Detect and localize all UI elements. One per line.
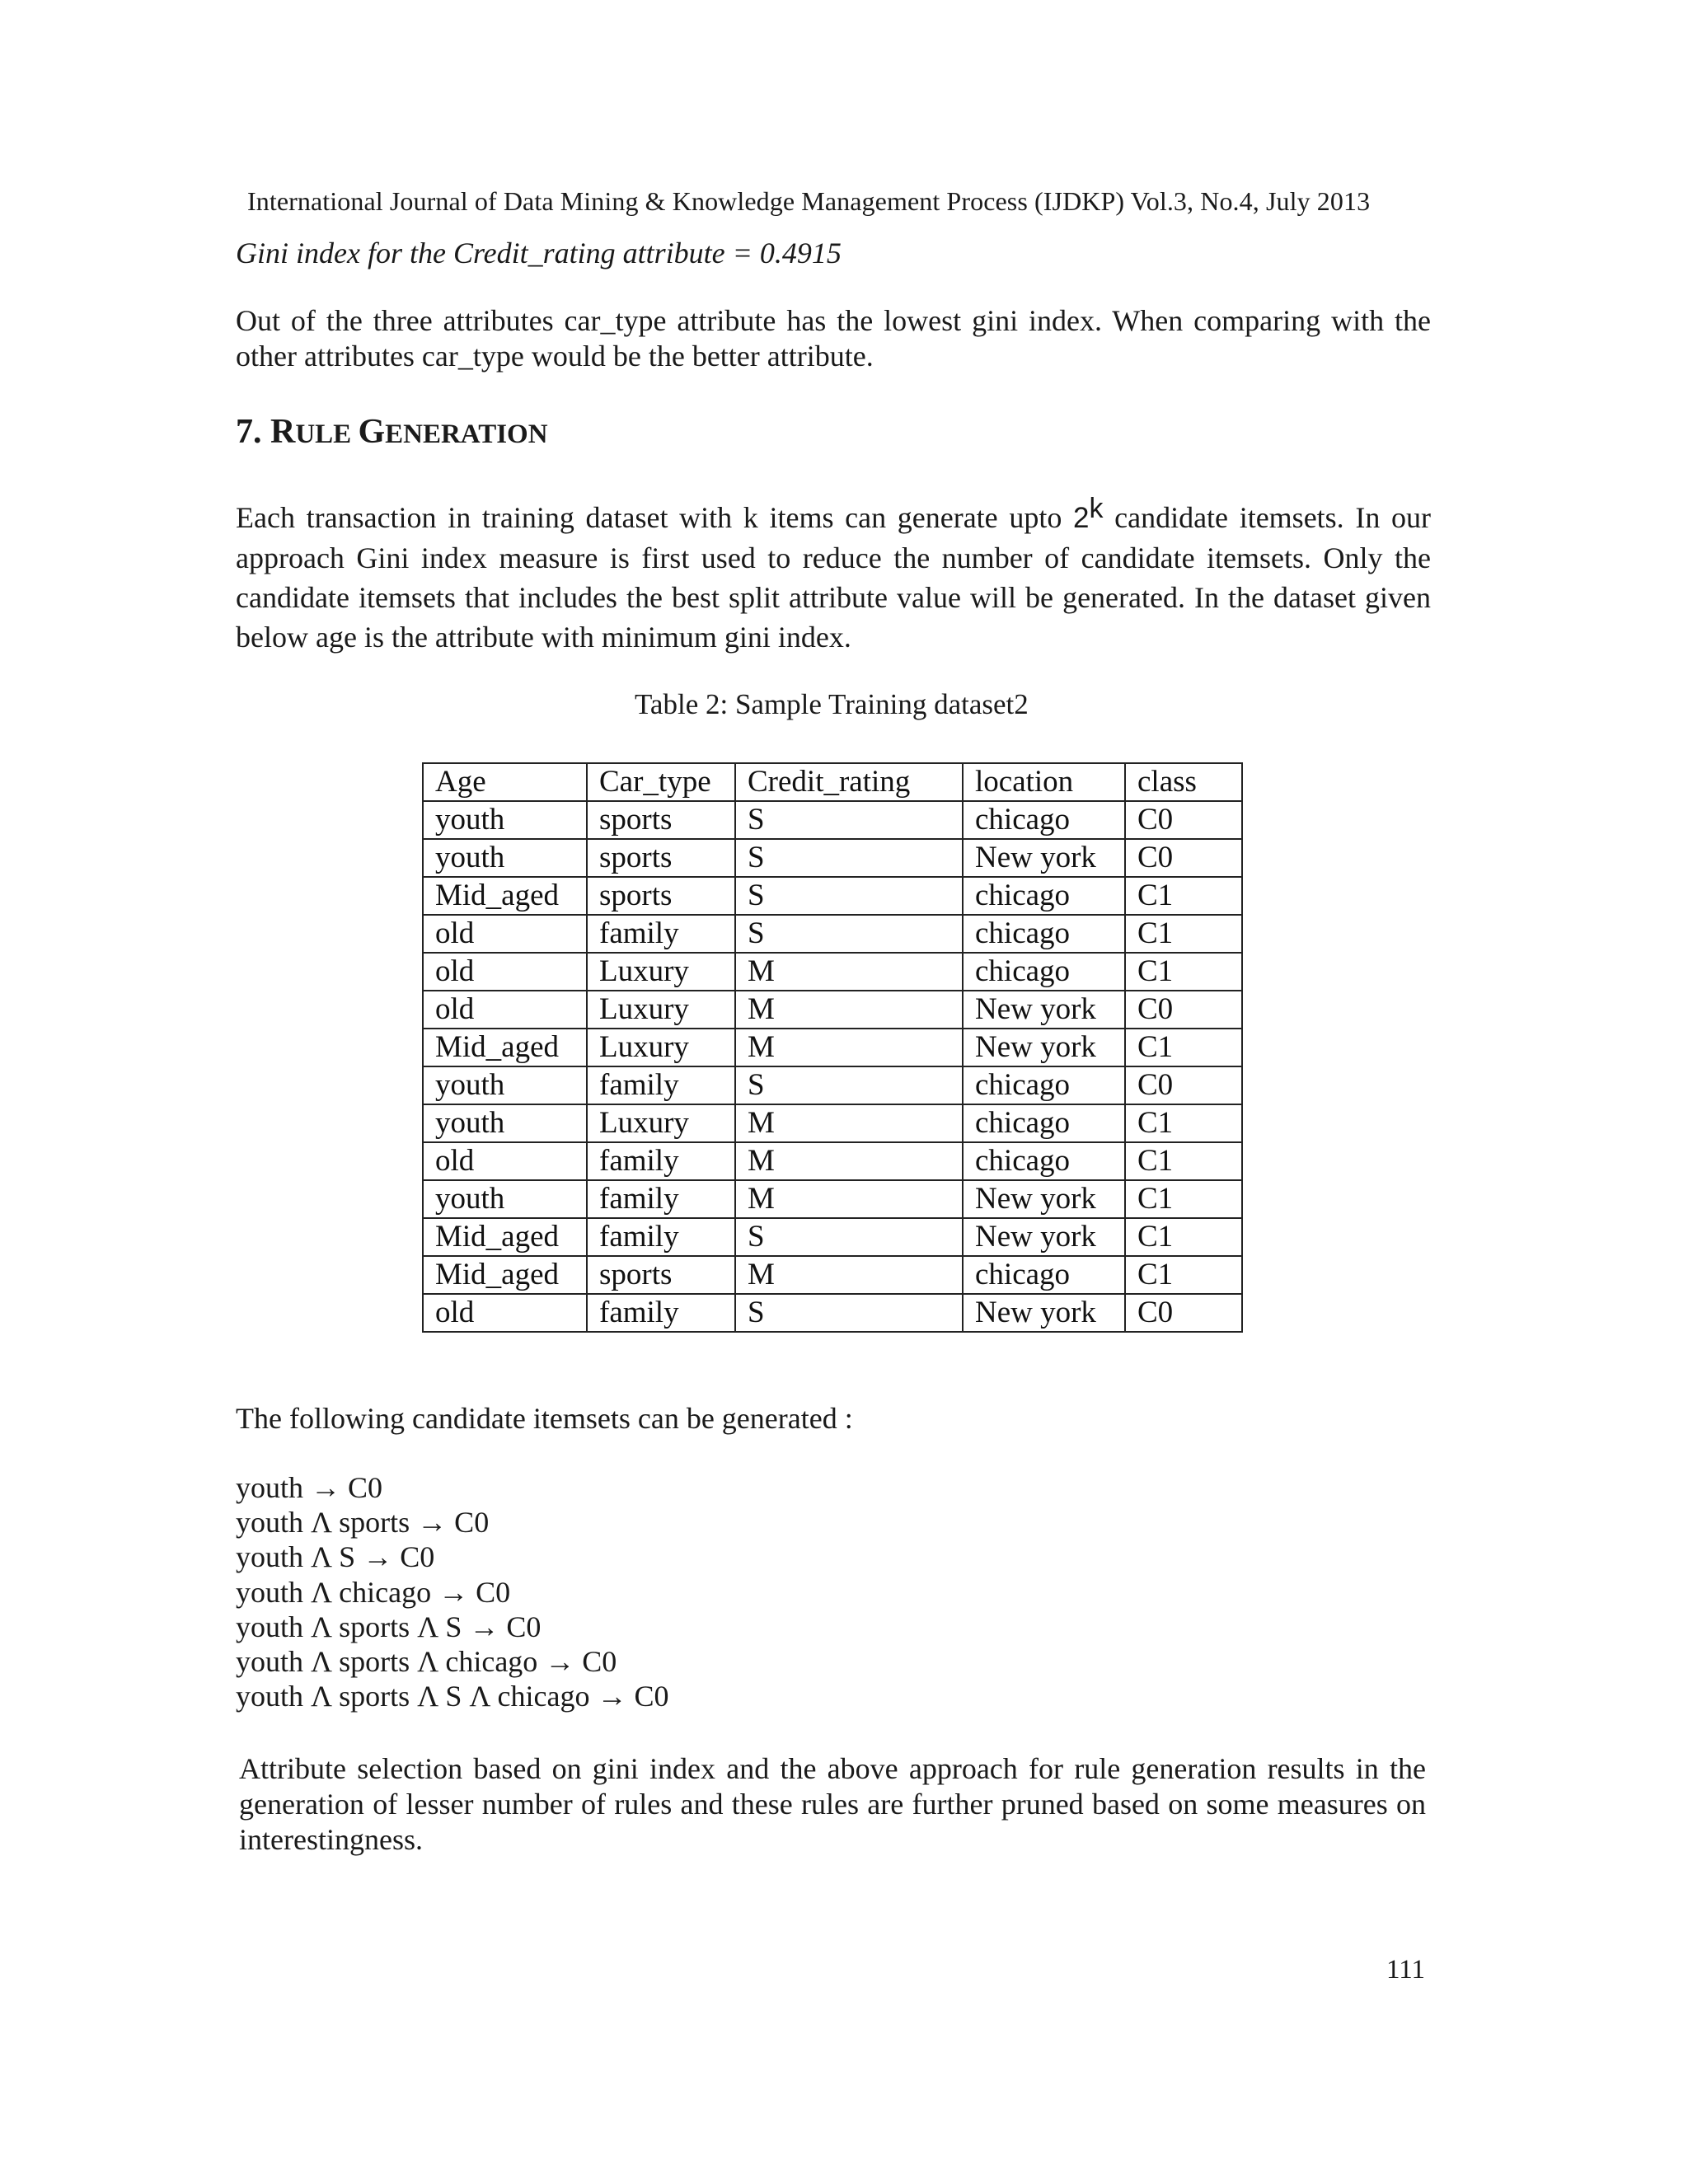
- cell-credit-rating: S: [735, 915, 963, 953]
- cell-location: chicago: [963, 1256, 1125, 1294]
- paragraph-rule-generation-before: Each transaction in training dataset with k items can generate upto: [236, 501, 1073, 534]
- cell-credit-rating: M: [735, 1180, 963, 1218]
- cell-age: old: [423, 1294, 587, 1332]
- paragraph-conclusion: Attribute selection based on gini index and the above approach for rule generation results in the generation of lesser number of rules and these rules are further pruned based on some measures on interestingness.: [239, 1752, 1426, 1856]
- cell-class: C1: [1125, 1029, 1242, 1066]
- cell-location: New york: [963, 839, 1125, 877]
- table-row: [423, 1029, 1242, 1066]
- cell-class: C0: [1125, 839, 1242, 877]
- table-row: [423, 1218, 1242, 1256]
- cell-credit-rating: M: [735, 1029, 963, 1066]
- cell-location: New york: [963, 991, 1125, 1029]
- cell-location: chicago: [963, 877, 1125, 915]
- cell-credit-rating: S: [735, 839, 963, 877]
- section-number: 7.: [236, 413, 262, 451]
- power-base: 2: [1072, 502, 1090, 534]
- cell-car-type: family: [587, 1294, 735, 1332]
- training-dataset-table: [422, 762, 1243, 1333]
- cell-class: C0: [1125, 801, 1242, 839]
- section-title-initial-g: G: [358, 413, 386, 451]
- cell-age: youth: [423, 839, 587, 877]
- cell-location: chicago: [963, 801, 1125, 839]
- cell-credit-rating: S: [735, 877, 963, 915]
- cell-age: Mid_aged: [423, 877, 587, 915]
- table-row: [423, 1142, 1242, 1180]
- cell-age: youth: [423, 1180, 587, 1218]
- gini-index-line: Gini index for the Credit_rating attribute = 0.4915: [236, 237, 842, 269]
- cell-class: C1: [1125, 1142, 1242, 1180]
- cell-age: youth: [423, 801, 587, 839]
- table-row: [423, 991, 1242, 1029]
- cell-class: C1: [1125, 915, 1242, 953]
- cell-age: old: [423, 915, 587, 953]
- cell-location: chicago: [963, 915, 1125, 953]
- cell-car-type: family: [587, 1142, 735, 1180]
- cell-age: Mid_aged: [423, 1029, 587, 1066]
- header-location: location: [963, 763, 1125, 801]
- list-item: youth Λ S → C0: [236, 1540, 435, 1574]
- cell-location: chicago: [963, 1104, 1125, 1142]
- table-row: [423, 877, 1242, 915]
- cell-location: chicago: [963, 1066, 1125, 1104]
- cell-credit-rating: S: [735, 801, 963, 839]
- table-row: [423, 801, 1242, 839]
- list-item: youth Λ sports Λ S → C0: [236, 1610, 542, 1643]
- table-row: [423, 839, 1242, 877]
- cell-car-type: family: [587, 1180, 735, 1218]
- header-credit-rating: Credit_rating: [735, 763, 963, 801]
- cell-location: New york: [963, 1180, 1125, 1218]
- table-caption: Table 2: Sample Training dataset2: [635, 688, 1029, 720]
- cell-location: New york: [963, 1029, 1125, 1066]
- table-row: [423, 1180, 1242, 1218]
- cell-age: Mid_aged: [423, 1256, 587, 1294]
- cell-car-type: Luxury: [587, 953, 735, 991]
- journal-header: International Journal of Data Mining & Knowledge Management Process (IJDKP) Vol.3, No.4, July 2013: [247, 186, 1371, 216]
- cell-class: C1: [1125, 953, 1242, 991]
- section-title-ule: ULE: [295, 419, 359, 449]
- cell-age: youth: [423, 1104, 587, 1142]
- cell-credit-rating: M: [735, 953, 963, 991]
- list-item: youth Λ sports Λ S Λ chicago → C0: [236, 1680, 669, 1713]
- table-row: [423, 915, 1242, 953]
- cell-class: C0: [1125, 991, 1242, 1029]
- cell-credit-rating: M: [735, 991, 963, 1029]
- cell-credit-rating: M: [735, 1104, 963, 1142]
- cell-car-type: family: [587, 1218, 735, 1256]
- cell-class: C1: [1125, 1104, 1242, 1142]
- paragraph-rule-generation: [236, 493, 1431, 657]
- cell-credit-rating: S: [735, 1066, 963, 1104]
- cell-car-type: sports: [587, 801, 735, 839]
- list-item: youth Λ sports → C0: [236, 1506, 490, 1540]
- header-car-type: Car_type: [587, 763, 735, 801]
- cell-class: C1: [1125, 1180, 1242, 1218]
- cell-location: chicago: [963, 1142, 1125, 1180]
- cell-class: C1: [1125, 877, 1242, 915]
- list-item: youth → C0: [236, 1471, 383, 1504]
- cell-age: youth: [423, 1066, 587, 1104]
- paragraph-rule-generation-after: candidate itemsets. In our approach Gini index measure is first used to reduce the number of candidate itemsets. Only the candidate itemsets that includes the best split attribute value will be generated. In the dataset given below age is the attribute with minimum gini index.: [236, 501, 1431, 654]
- section-title-initial-r: R: [270, 413, 296, 451]
- list-item: youth Λ chicago → C0: [236, 1575, 511, 1609]
- paragraph-attribute-comparison: Out of the three attributes car_type attribute has the lowest gini index. When comparing with the other attributes car_type would be the better attribute.: [236, 304, 1431, 373]
- header-age: Age: [423, 763, 587, 801]
- table-row: [423, 1066, 1242, 1104]
- cell-car-type: Luxury: [587, 991, 735, 1029]
- table-row: [423, 953, 1242, 991]
- cell-age: old: [423, 953, 587, 991]
- cell-car-type: family: [587, 915, 735, 953]
- table-row: [423, 1104, 1242, 1142]
- cell-location: New york: [963, 1218, 1125, 1256]
- header-class: class: [1125, 763, 1242, 801]
- candidate-itemsets-list: [236, 1470, 669, 1713]
- cell-age: Mid_aged: [423, 1218, 587, 1256]
- section-heading: [236, 412, 548, 452]
- cell-class: C0: [1125, 1294, 1242, 1332]
- cell-class: C1: [1125, 1218, 1242, 1256]
- cell-car-type: sports: [587, 877, 735, 915]
- cell-credit-rating: S: [735, 1218, 963, 1256]
- table-row: [423, 1256, 1242, 1294]
- page-number: 111: [1386, 1955, 1426, 1985]
- cell-car-type: sports: [587, 1256, 735, 1294]
- list-item: youth Λ sports Λ chicago → C0: [236, 1645, 617, 1679]
- power-exponent: k: [1089, 493, 1104, 524]
- cell-car-type: Luxury: [587, 1029, 735, 1066]
- cell-class: C0: [1125, 1066, 1242, 1104]
- cell-car-type: Luxury: [587, 1104, 735, 1142]
- cell-car-type: family: [587, 1066, 735, 1104]
- cell-credit-rating: M: [735, 1256, 963, 1294]
- cell-credit-rating: M: [735, 1142, 963, 1180]
- table-header-row: [423, 763, 1242, 801]
- cell-age: old: [423, 1142, 587, 1180]
- candidate-intro-text: The following candidate itemsets can be generated :: [236, 1402, 853, 1435]
- cell-location: New york: [963, 1294, 1125, 1332]
- table-row: [423, 1294, 1242, 1332]
- cell-class: C1: [1125, 1256, 1242, 1294]
- cell-age: old: [423, 991, 587, 1029]
- section-title-eneration: ENERATION: [385, 419, 548, 449]
- cell-location: chicago: [963, 953, 1125, 991]
- cell-car-type: sports: [587, 839, 735, 877]
- cell-credit-rating: S: [735, 1294, 963, 1332]
